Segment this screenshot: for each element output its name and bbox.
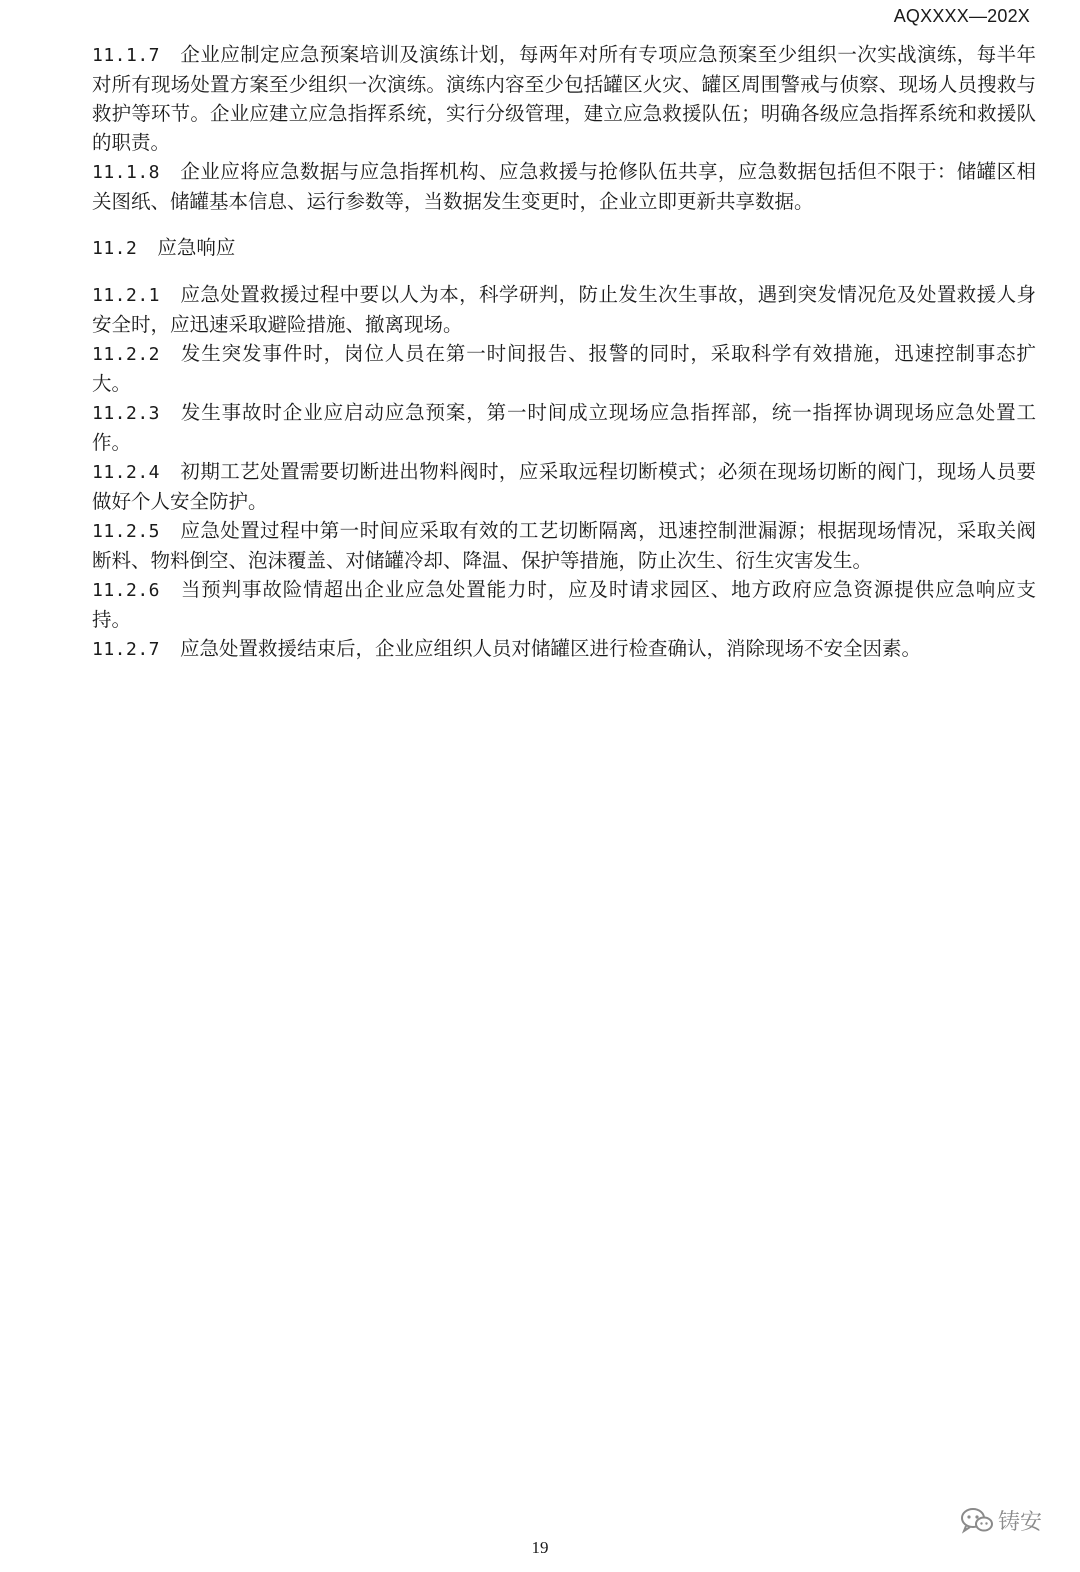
watermark bbox=[960, 1505, 1042, 1536]
clause-11-2-7 bbox=[92, 634, 1036, 664]
clause-text: 应急处置救援过程中要以人为本，科学研判，防止发生次生事故，遇到突发情况危及处置救援人身安全时，应迅速采取避险措施、撤离现场。 bbox=[92, 283, 1036, 336]
clause-number: 11.2.5 bbox=[92, 521, 161, 542]
clause-11-1-7 bbox=[92, 40, 1036, 157]
clause-11-2-5 bbox=[92, 516, 1036, 575]
clause-number: 11.2.3 bbox=[92, 403, 161, 424]
clause-text: 初期工艺处置需要切断进出物料阀时，应采取远程切断模式；必须在现场切断的阀门，现场人员要做好个人安全防护。 bbox=[92, 460, 1036, 513]
clause-text: 企业应将应急数据与应急指挥机构、应急救援与抢修队伍共享，应急数据包括但不限于：储罐区相关图纸、储罐基本信息、运行参数等，当数据发生变更时，企业立即更新共享数据。 bbox=[92, 160, 1036, 213]
clause-text: 应急处置过程中第一时间应采取有效的工艺切断隔离，迅速控制泄漏源；根据现场情况，采取关阀断料、物料倒空、泡沫覆盖、对储罐冷却、降温、保护等措施，防止次生、衍生灾害发生。 bbox=[92, 519, 1036, 572]
page-number: 19 bbox=[531, 1538, 549, 1557]
section-number: 11.2 bbox=[92, 238, 138, 259]
clause-11-2-4 bbox=[92, 457, 1036, 516]
clause-11-1-8 bbox=[92, 157, 1036, 216]
clause-number: 11.2.6 bbox=[92, 580, 161, 601]
clause-11-2-3 bbox=[92, 398, 1036, 457]
clause-text: 发生突发事件时，岗位人员在第一时间报告、报警的同时，采取科学有效措施，迅速控制事态扩大。 bbox=[92, 342, 1036, 395]
clause-text: 发生事故时企业应启动应急预案，第一时间成立现场应急指挥部，统一指挥协调现场应急处置工作。 bbox=[92, 401, 1036, 454]
clause-11-2-6 bbox=[92, 575, 1036, 634]
clause-number: 11.2.4 bbox=[92, 462, 161, 483]
clause-number: 11.1.8 bbox=[92, 162, 161, 183]
clause-text: 企业应制定应急预案培训及演练计划，每两年对所有专项应急预案至少组织一次实战演练，每半年对所有现场处置方案至少组织一次演练。演练内容至少包括罐区火灾、罐区周围警戒与侦察、现场人员搜救与救护等环节。企业应建立应急指挥系统，实行分级管理，建立应急救援队伍；明确各级应急指挥系统和救援队的职责。 bbox=[92, 43, 1036, 154]
section-heading bbox=[92, 233, 1036, 263]
clause-text: 当预判事故险情超出企业应急处置能力时，应及时请求园区、地方政府应急资源提供应急响应支持。 bbox=[92, 578, 1036, 631]
document-body bbox=[92, 40, 1036, 664]
section-title: 应急响应 bbox=[157, 236, 236, 259]
clause-11-2-1 bbox=[92, 280, 1036, 339]
clause-number: 11.2.2 bbox=[92, 344, 161, 365]
wechat-icon bbox=[960, 1507, 994, 1535]
clause-number: 11.2.1 bbox=[92, 285, 161, 306]
watermark-text: 铸安 bbox=[997, 1510, 1042, 1535]
clause-11-2-2 bbox=[92, 339, 1036, 398]
document-code: AQXXXX—202X bbox=[893, 6, 1030, 26]
clause-number: 11.1.7 bbox=[92, 45, 161, 66]
clause-text: 应急处置救援结束后，企业应组织人员对储罐区进行检查确认，消除现场不安全因素。 bbox=[180, 637, 922, 660]
clause-number: 11.2.7 bbox=[92, 639, 161, 660]
